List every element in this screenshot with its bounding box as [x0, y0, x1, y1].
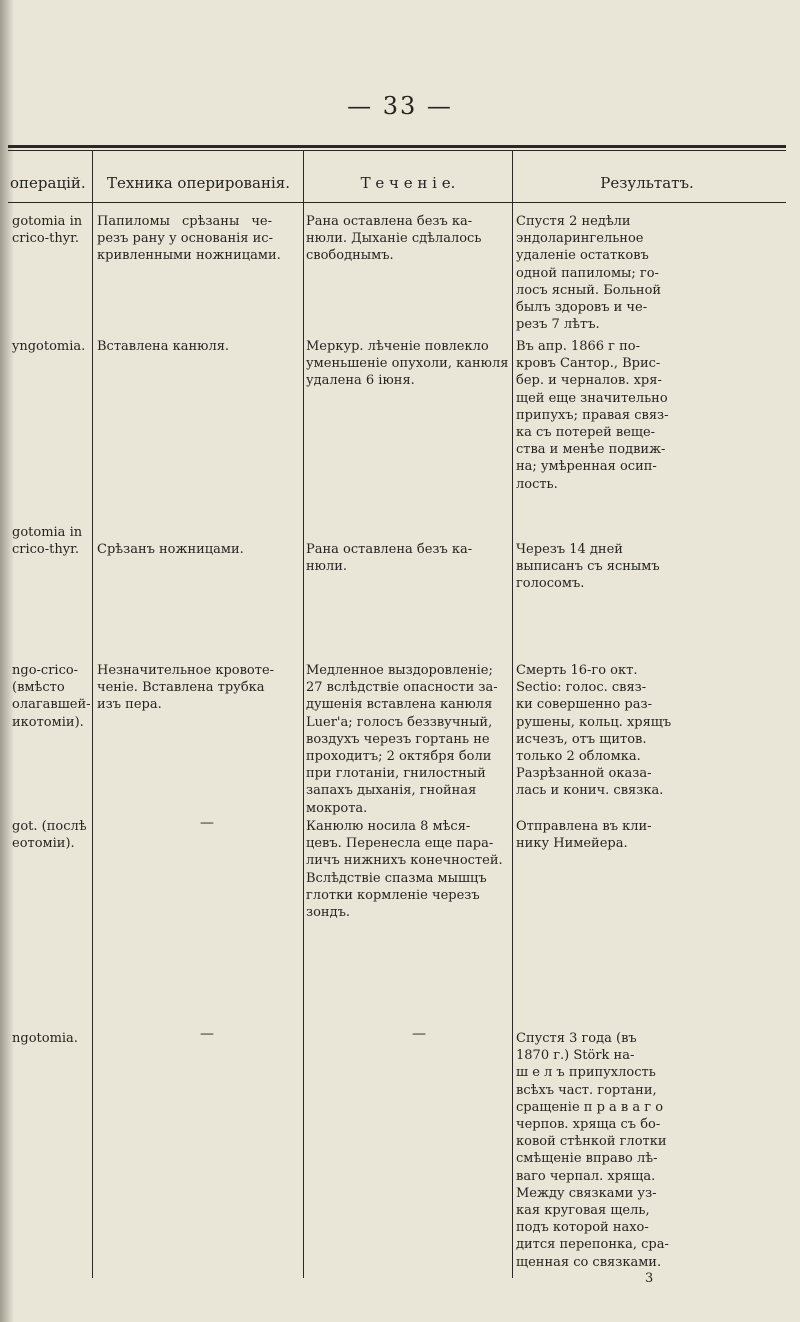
text-line: черпов. хряща съ бо-	[516, 1117, 661, 1133]
column-divider-3	[512, 150, 513, 1278]
text-line: 27 вслѣдствіе опасности за-	[306, 680, 498, 696]
text-line: crico-thyr.	[12, 542, 80, 558]
row4-course	[306, 662, 510, 817]
text-line: олагавшей-	[12, 697, 91, 713]
signature-mark: 3	[645, 1271, 654, 1286]
row5-result	[516, 818, 712, 852]
text-line: лость.	[516, 476, 558, 492]
row6-result	[516, 1030, 712, 1271]
row2-operation	[12, 338, 92, 355]
text-line: Папиломы срѣзаны че-	[97, 214, 272, 229]
text-line: еотоміи).	[12, 836, 75, 852]
row6-technique-dash: —	[200, 1026, 214, 1042]
text-line: нику Нимейера.	[516, 836, 628, 852]
text-line: зондъ.	[306, 905, 350, 921]
text-line: нюли.	[306, 559, 348, 575]
text-line: Sectio: голос. связ-	[516, 680, 647, 696]
row5-operation	[12, 818, 92, 852]
text-line: crico-thyr.	[12, 231, 80, 247]
table-header-rule	[8, 202, 786, 203]
text-line: Канюлю носила 8 мѣся-	[306, 819, 471, 834]
text-line: Спустя 3 года (въ	[516, 1031, 637, 1046]
text-line: смѣщеніе вправо лѣ-	[516, 1151, 658, 1167]
text-line: нюли. Дыханіе сдѣлалось	[306, 231, 482, 247]
text-line: только 2 обломка.	[516, 749, 641, 765]
row1-operation	[12, 213, 92, 247]
text-line: рушены, кольц. хрящъ	[516, 714, 672, 730]
text-line: удалена 6 іюня.	[306, 373, 415, 389]
text-line: голосомъ.	[516, 576, 585, 592]
text-line: резъ рану у основанія ис-	[97, 231, 273, 247]
row3-result	[516, 541, 712, 593]
text-line: проходитъ; 2 октября боли	[306, 749, 492, 765]
text-line: Разрѣзанной оказа-	[516, 766, 652, 782]
text-line: душенія вставлена канюля	[306, 697, 493, 713]
text-line: Меркур. лѣченіе повлекло	[306, 339, 489, 354]
text-line: на; умѣренная осип-	[516, 459, 657, 475]
text-line: эндоларингельное	[516, 231, 644, 247]
text-line: Срѣзанъ ножницами.	[97, 542, 244, 557]
text-line: Между связками уз-	[516, 1185, 657, 1201]
table-top-rule	[8, 145, 786, 148]
text-line: припухъ; правая связ-	[516, 407, 669, 423]
text-line: глотки кормленіе черезъ	[306, 887, 480, 903]
text-line: уменьшеніе опухоли, канюля	[306, 356, 509, 372]
row4-technique	[97, 662, 275, 714]
text-line: Вслѣдствіе спазма мышцъ	[306, 870, 487, 886]
row1-technique	[97, 213, 281, 265]
table-top-rule-thin	[8, 150, 786, 151]
header-result: Результатъ.	[600, 174, 694, 192]
text-line: Отправлена въ кли-	[516, 819, 652, 834]
text-line: при глотаніи, гнилостный	[306, 766, 486, 782]
text-line: Вставлена канюля.	[97, 339, 230, 354]
text-line: Черезъ 14 дней	[516, 542, 623, 557]
row5-technique-dash: —	[200, 815, 214, 831]
row5-course	[306, 818, 510, 921]
text-line: ковой стѣнкой глотки	[516, 1134, 667, 1150]
text-line: щенная со связками.	[516, 1254, 662, 1270]
text-line: Незначительное кровоте-	[97, 663, 275, 678]
column-divider-1	[92, 150, 93, 1278]
row1-result	[516, 213, 712, 333]
text-line: удаленіе остатковъ	[516, 248, 649, 264]
text-line: резъ 7 лѣтъ.	[516, 317, 600, 333]
text-line: gotomia in	[12, 214, 83, 229]
text-line: выписанъ съ яснымъ	[516, 559, 660, 575]
text-line: ngotomia.	[12, 1031, 78, 1046]
text-line: ченіе. Вставлена трубка	[97, 680, 265, 696]
text-line: Рана оставлена безъ ка-	[306, 542, 473, 557]
row2-technique	[97, 338, 272, 355]
page-number: — 33 —	[347, 92, 453, 120]
text-line: бер. и черналов. хря-	[516, 373, 662, 389]
text-line: кровъ Сантор., Врис-	[516, 356, 661, 372]
text-line: 1870 г.) Störk на-	[516, 1048, 635, 1064]
text-line: gotomia in	[12, 525, 83, 540]
text-line: сращеніе п р а в а г о	[516, 1099, 664, 1115]
row6-operation	[12, 1030, 92, 1047]
text-line: лась и конич. связка.	[516, 783, 664, 799]
text-line: yngotomia.	[12, 339, 86, 354]
row4-result	[516, 662, 712, 800]
text-line: подъ которой нахо-	[516, 1220, 649, 1236]
header-operation: операцій.	[10, 174, 86, 192]
row6-course-dash: —	[412, 1026, 426, 1042]
row1-course	[306, 213, 510, 265]
text-line: (вмѣсто	[12, 680, 65, 696]
row3-operation	[12, 524, 92, 558]
text-line: ваго черпал. хряща.	[516, 1168, 656, 1184]
text-line: мокрота.	[306, 800, 368, 816]
text-line: Рана оставлена безъ ка-	[306, 214, 473, 229]
row2-result	[516, 338, 712, 493]
text-line: Спустя 2 недѣли	[516, 214, 631, 229]
text-line: ка съ потерей веще-	[516, 425, 656, 441]
text-line: цевъ. Перенесла еще пара-	[306, 836, 494, 852]
text-line: ш е л ъ припухлость	[516, 1065, 656, 1081]
text-line: ngo-crico-	[12, 663, 79, 678]
row3-technique	[97, 541, 272, 558]
text-line: личъ нижнихъ конечностей.	[306, 853, 503, 869]
header-technique: Техника оперированія.	[107, 174, 290, 192]
text-line: got. (послѣ	[12, 819, 87, 834]
row2-course	[306, 338, 510, 390]
header-course: Т е ч е н і е.	[360, 174, 456, 192]
text-line: кривленными ножницами.	[97, 248, 281, 264]
row3-course	[306, 541, 510, 575]
column-divider-2	[303, 150, 304, 1278]
text-line: икотоміи).	[12, 714, 84, 730]
text-line: свободнымъ.	[306, 248, 394, 264]
text-line: исчезъ, отъ щитов.	[516, 731, 647, 747]
text-line: Luer'a; голосъ беззвучный,	[306, 714, 493, 730]
text-line: дится перепонка, сра-	[516, 1237, 669, 1253]
text-line: ки совершенно раз-	[516, 697, 652, 713]
text-line: щей еще значительно	[516, 390, 668, 406]
text-line: воздухъ черезъ гортань не	[306, 731, 490, 747]
text-line: ства и менѣе подвиж-	[516, 442, 666, 458]
text-line: Медленное выздоровленіе;	[306, 663, 493, 678]
text-line: одной папиломы; го-	[516, 265, 659, 281]
text-line: былъ здоровъ и че-	[516, 300, 648, 316]
text-line: Въ апр. 1866 г по-	[516, 339, 641, 354]
text-line: изъ пера.	[97, 697, 162, 713]
page-gutter-shadow	[0, 0, 14, 1322]
text-line: лосъ ясный. Больной	[516, 282, 662, 298]
text-line: Смерть 16-го окт.	[516, 663, 638, 678]
text-line: запахъ дыханія, гнойная	[306, 783, 477, 799]
text-line: всѣхъ част. гортани,	[516, 1082, 657, 1098]
row4-operation	[12, 662, 92, 731]
text-line: кая круговая щель,	[516, 1203, 650, 1219]
